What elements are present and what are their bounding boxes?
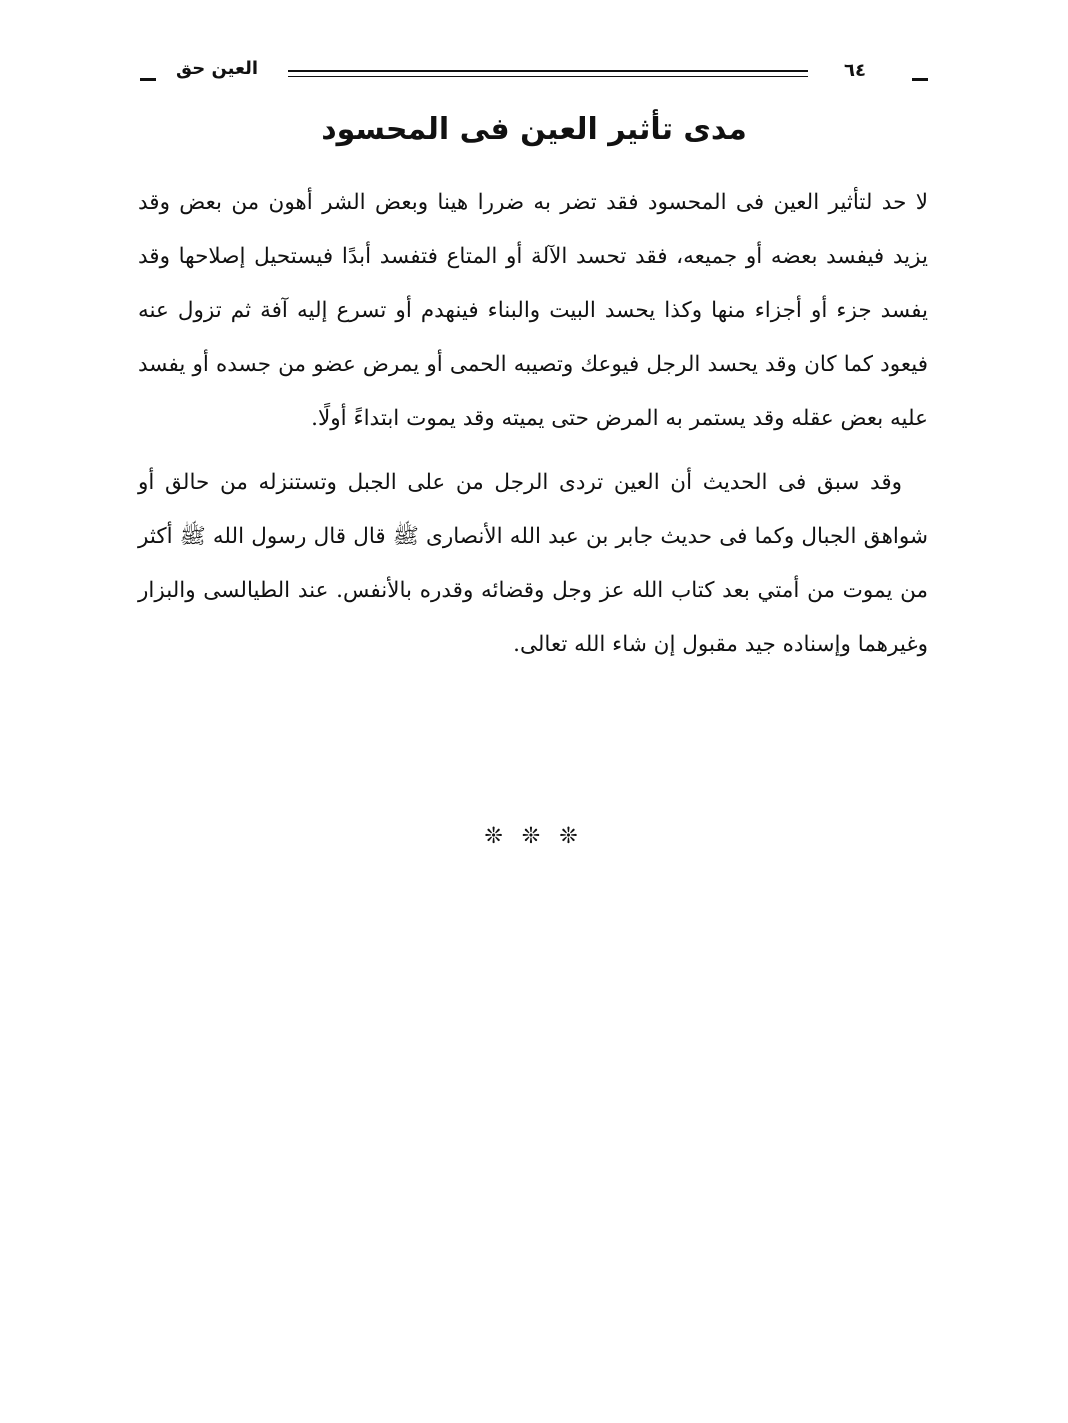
header-left-dash	[140, 78, 156, 81]
body-text	[138, 176, 928, 672]
section-separator: ❊ ❊ ❊	[484, 824, 584, 849]
header-rule	[288, 70, 808, 72]
header-right-dash	[912, 78, 928, 81]
paragraph-1: لا حد لتأثير العين فى المحسود فقد تضر به ضررا هينا وبعض الشر أهون من بعض وقد يزيد فيفسد بعضه أو جميعه، فقد تحسد الآلة أو المتاع فتفسد أبدًا فيستحيل إصلاحها وقد يفسد جزء أو أجزاء منها وكذا يحسد البيت والبناء فينهدم أو تسرع إليه آفة ثم تزول عنه فيعود كما كان وقد يحسد الرجل فيوعك وتصيبه الحمى أو يمرض عضو من جسده أو يفسد عليه بعض عقله وقد يستمر به المرض حتى يميته وقد يموت ابتداءً أولًا.	[138, 190, 928, 431]
running-header	[140, 56, 928, 96]
page-number: ٦٤	[844, 60, 866, 81]
paragraph-2: وقد سبق فى الحديث أن العين تردى الرجل من على الجبل وتستنزله من حالق أو شواهق الجبال وكما فى حديث جابر بن عبد الله الأنصارى ﷺ قال قال رسول الله ﷺ أكثر من يموت من أمتي بعد كتاب الله عز وجل وقضائه وقدره بالأنفس. عند الطيالسى والبزار وغيرهما وإسناده جيد مقبول إن شاء الله تعالى.	[138, 470, 928, 657]
header-rule-thin	[288, 76, 808, 77]
running-title: العين حق	[176, 58, 259, 79]
section-title: مدى تأثير العين فى المحسود	[321, 112, 747, 147]
